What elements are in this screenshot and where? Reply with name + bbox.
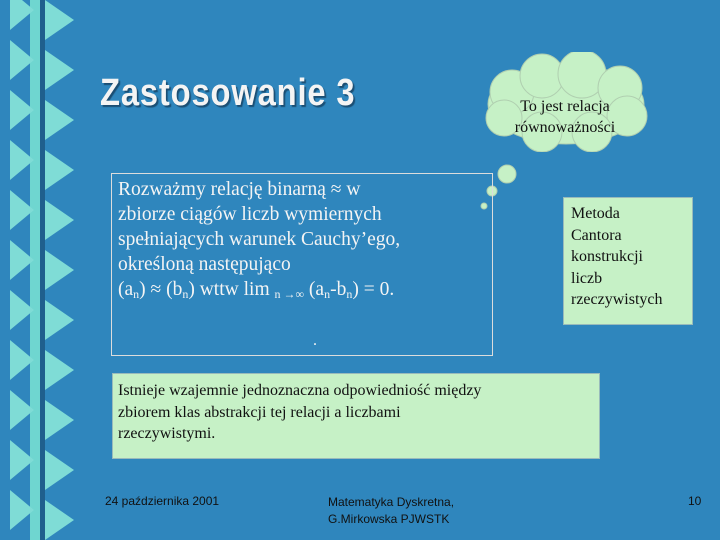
definition-line: Rozważmy relację binarną ≈ w xyxy=(118,179,361,200)
statement-line: Istnieje wzajemnie jednoznaczna odpowiedniość między xyxy=(118,382,482,399)
page-number: 10 xyxy=(688,494,702,508)
footer-date: 24 października 2001 xyxy=(105,494,220,508)
statement-line: rzeczywistymi. xyxy=(118,425,216,442)
footer-course-line: Matematyka Dyskretna, xyxy=(328,495,455,509)
decorative-stripe xyxy=(0,0,80,540)
cantor-text xyxy=(571,203,691,311)
definition-text xyxy=(118,177,488,307)
cloud-line: To jest relacja xyxy=(520,98,610,115)
cantor-line: rzeczywistych xyxy=(571,291,663,308)
cloud-line: równoważności xyxy=(514,119,616,136)
cantor-line: liczb xyxy=(571,269,603,287)
definition-line: spełniających warunek Cauchy’ego, xyxy=(118,229,401,250)
statement-text xyxy=(118,380,596,445)
definition-line: określoną następująco xyxy=(118,254,291,275)
definition-line: zbiorze ciągów liczb wymiernych xyxy=(118,204,382,225)
cloud-text xyxy=(490,96,640,138)
slide-title: Zastosowanie 3 xyxy=(100,72,356,114)
footer-course-line: G.Mirkowska PJWSTK xyxy=(328,512,450,526)
formula-dot: . xyxy=(313,332,317,349)
cantor-line: Cantora xyxy=(571,226,622,244)
cantor-line: konstrukcji xyxy=(571,248,643,265)
cantor-line: Metoda xyxy=(571,205,620,222)
definition-formula: $(a_n) \approx (b_n)$ wttw lim $_{n \to\infty}$ $(a_n-b_n) = 0$. xyxy=(118,279,395,301)
statement-line: zbiorem klas abstrakcji tej relacji a liczbami xyxy=(118,403,401,421)
footer-course xyxy=(328,494,454,528)
